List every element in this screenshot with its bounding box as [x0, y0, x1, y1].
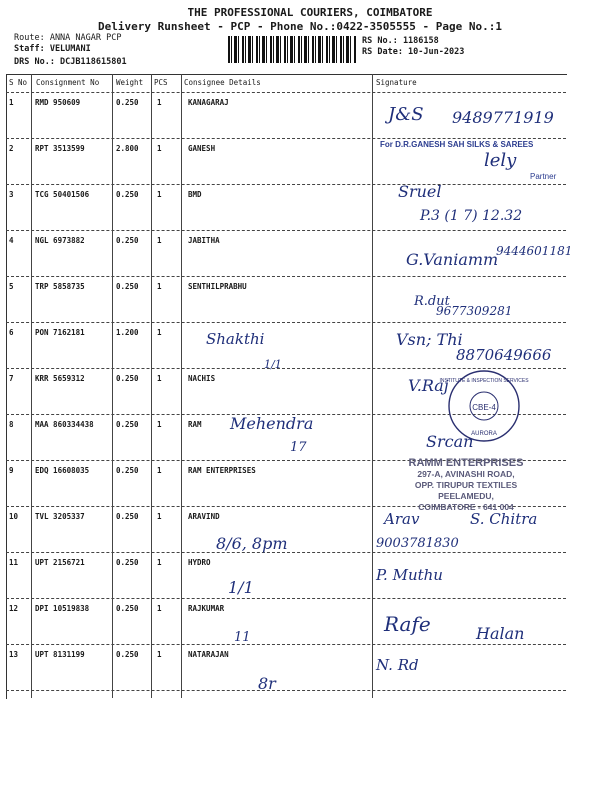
cell-consignment: DPI 10519838 [35, 604, 90, 613]
cell-weight: 0.250 [116, 190, 139, 199]
cell-pcs: 1 [157, 328, 162, 337]
signature-r10: Arav [384, 510, 420, 528]
cell-weight: 2.800 [116, 144, 139, 153]
cell-sno: 11 [9, 558, 19, 567]
handwritten-phone: 9003781830 [376, 536, 459, 551]
cell-consignee: ARAVIND [188, 512, 220, 521]
table-row [6, 552, 566, 599]
cell-sno: 12 [9, 604, 19, 613]
ram-enterprises-stamp [372, 458, 560, 513]
col-header-pcs: PCS [154, 78, 168, 87]
cell-consignee: NACHIS [188, 374, 216, 383]
handwritten-phone: 9489771919 [452, 108, 554, 127]
cell-pcs: 1 [157, 604, 162, 613]
cell-weight: 0.250 [116, 374, 139, 383]
handwritten-note: 17 [290, 440, 307, 455]
handwritten-name: Vsn; Thi [396, 330, 463, 349]
col-header-consignment: Consignment No [36, 78, 100, 87]
table-end-line [6, 690, 566, 737]
cell-weight: 0.250 [116, 98, 139, 107]
stamp-address-1: 297-A, AVINASHI ROAD, [417, 469, 515, 479]
cell-consignee: BMD [188, 190, 202, 199]
signature-r12c: 11 [234, 630, 251, 645]
col-header-sno: S No [9, 78, 28, 87]
cell-sno: 2 [9, 144, 14, 153]
signature-r7: V.Raj [408, 376, 449, 395]
rs-date: RS Date: 10-Jun-2023 [362, 47, 465, 57]
cell-weight: 0.250 [116, 512, 139, 521]
cell-weight: 0.250 [116, 236, 139, 245]
cell-consignee: GANESH [188, 144, 216, 153]
stamp-address-2: OPP. TIRUPUR TEXTILES [414, 480, 518, 490]
cell-consignment: TRP 5858735 [35, 282, 85, 291]
cell-sno: 7 [9, 374, 14, 383]
rs-number: RS No.: 1186158 [362, 36, 439, 46]
route-label: Route: ANNA NAGAR PCP [14, 33, 122, 43]
cell-consignment: PON 7162181 [35, 328, 85, 337]
cell-consignee: RAM [188, 420, 202, 429]
seal-top-text: INSTITUTE & INSPECTION SERVICES [439, 378, 529, 384]
stamp-name: RAMM ENTERPRISES [408, 457, 524, 469]
cell-pcs: 1 [157, 236, 162, 245]
stamp-address-3: PEELAMEDU, [438, 491, 494, 501]
cell-pcs: 1 [157, 144, 162, 153]
signature-r12b: Halan [476, 624, 525, 643]
cell-consignment: KRR 5659312 [35, 374, 85, 383]
cell-pcs: 1 [157, 512, 162, 521]
cell-weight: 1.200 [116, 328, 139, 337]
cell-pcs: 1 [157, 374, 162, 383]
cell-weight: 0.250 [116, 604, 139, 613]
cell-consignment: MAA 860334438 [35, 420, 94, 429]
col-header-signature: Signature [376, 78, 417, 87]
cell-sno: 1 [9, 98, 14, 107]
col-header-consignee: Consignee Details [184, 78, 261, 87]
cell-weight: 0.250 [116, 650, 139, 659]
handwritten-name: Mehendra [230, 414, 314, 433]
cell-weight: 0.250 [116, 420, 139, 429]
cell-sno: 9 [9, 466, 14, 475]
handwritten-note: 8/6, 8pm [216, 534, 288, 553]
cell-pcs: 1 [157, 190, 162, 199]
cell-sno: 6 [9, 328, 14, 337]
cell-pcs: 1 [157, 650, 162, 659]
table-row [6, 644, 566, 691]
handwritten-phone: 9444601181 [496, 244, 573, 258]
cell-consignment: TVL 3205337 [35, 512, 85, 521]
cell-sno: 3 [9, 190, 14, 199]
cell-sno: 5 [9, 282, 14, 291]
handwritten-date: P.3 (1 7) 12.32 [420, 208, 523, 224]
handwritten-phone: 9677309281 [436, 304, 513, 318]
cell-weight: 0.250 [116, 558, 139, 567]
handwritten-name: Shakthi [206, 330, 265, 348]
cell-consignee: KANAGARAJ [188, 98, 229, 107]
handwritten-name: N. Rd [376, 656, 419, 674]
handwritten-note: 1/1 [264, 358, 282, 371]
handwritten-note: 1/1 [228, 578, 254, 597]
seal-bottom-text: AURORA [471, 431, 497, 437]
handwritten-phone: 8870649666 [456, 346, 552, 364]
signature-r1: J&S [388, 104, 424, 125]
signature-r13b: 8r [258, 674, 276, 693]
cell-consignee: HYDRO [188, 558, 211, 567]
cell-weight: 0.250 [116, 466, 139, 475]
company-title: THE PROFESSIONAL COURIERS, COIMBATORE [187, 6, 433, 19]
seal-center-text: CBE-4 [472, 403, 496, 412]
cell-consignee: SENTHILPRABHU [188, 282, 247, 291]
stamp-address-4: COIMBATORE - 641 004 [418, 502, 514, 512]
cell-consignment: NGL 6973882 [35, 236, 85, 245]
drs-number: DRS No.: DCJB118615801 [14, 57, 127, 67]
handwritten-name: R.dut [414, 294, 450, 309]
signature-r8: Srcan [426, 432, 474, 451]
runsheet-title: Delivery Runsheet - PCP - Phone No.:0422-3505555 - Page No.:1 [98, 20, 502, 33]
cell-consignment: UPT 2156721 [35, 558, 85, 567]
signature-r4: G.Vaniamm [406, 250, 499, 269]
cell-consignment: RMD 950609 [35, 98, 81, 107]
signature-r12: Rafe [384, 612, 431, 636]
signature-r2: lely [484, 150, 517, 171]
cell-sno: 4 [9, 236, 14, 245]
cell-pcs: 1 [157, 466, 162, 475]
cell-consignee: RAJKUMAR [188, 604, 225, 613]
cell-sno: 8 [9, 420, 14, 429]
handwritten-name: P. Muthu [376, 566, 443, 584]
cell-sno: 10 [9, 512, 19, 521]
cell-consignment: RPT 3513599 [35, 144, 85, 153]
cell-pcs: 1 [157, 420, 162, 429]
cell-pcs: 1 [157, 282, 162, 291]
cell-weight: 0.250 [116, 282, 139, 291]
signature-r3: Sruel [398, 182, 442, 201]
company-stamp: For D.R.GANESH SAH SILKS & SAREES [380, 140, 534, 149]
handwritten-name: S. Chitra [470, 510, 538, 528]
col-header-weight: Weight [116, 78, 144, 87]
cell-sno: 13 [9, 650, 19, 659]
cell-consignment: TCG 50401506 [35, 190, 90, 199]
cell-consignment: UPT 8131199 [35, 650, 85, 659]
barcode [228, 36, 356, 63]
cell-consignee: NATARAJAN [188, 650, 229, 659]
staff-label: Staff: VELUMANI [14, 44, 91, 54]
partner-label: Partner [530, 172, 557, 181]
cell-pcs: 1 [157, 558, 162, 567]
cell-pcs: 1 [157, 98, 162, 107]
cell-consignee: JABITHA [188, 236, 220, 245]
cell-consignment: EDQ 16608035 [35, 466, 90, 475]
cell-consignee: RAM ENTERPRISES [188, 466, 256, 475]
